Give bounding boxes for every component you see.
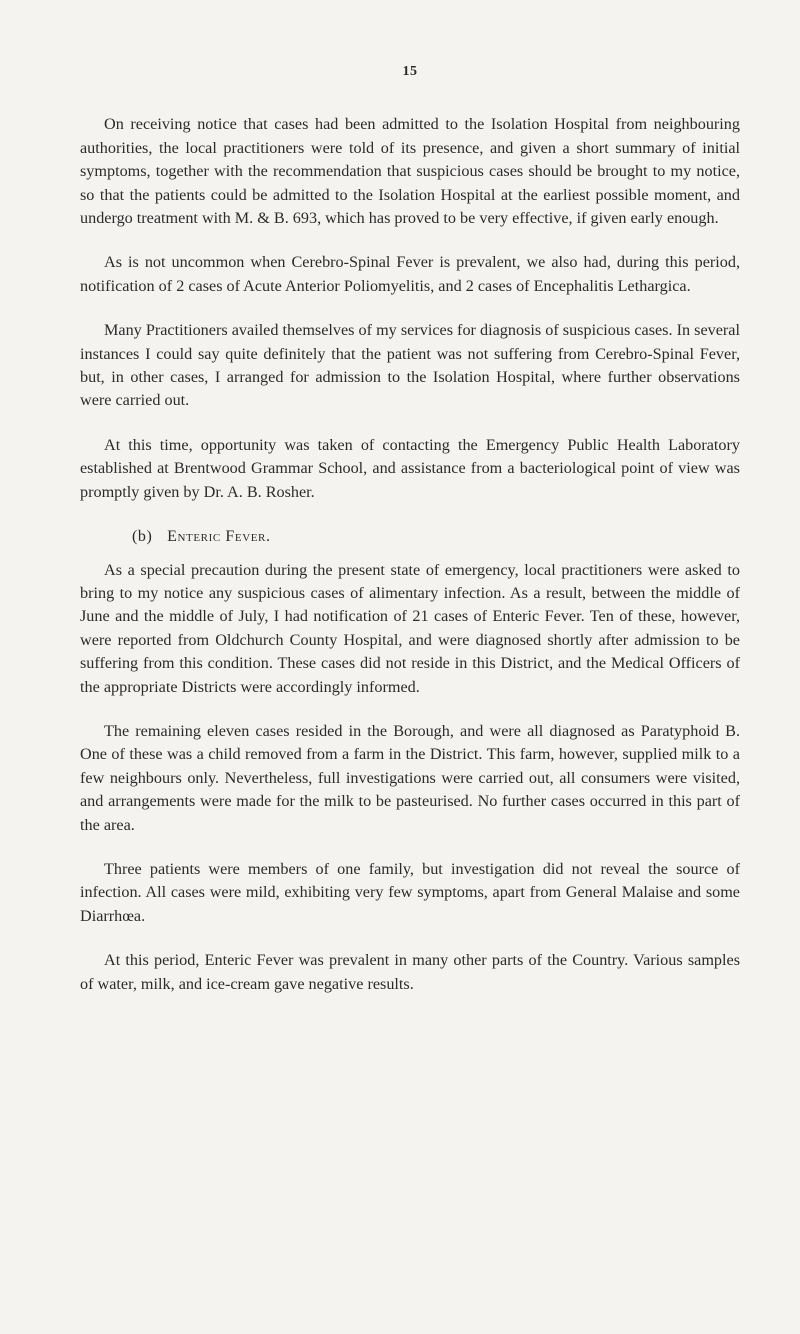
- paragraph-poliomyelitis-encephalitis: As is not uncommon when Cerebro-Spinal Fever is prevalent, we also had, during this period, notification of 2 cases of Acute Anterior Poliomyelitis, and 2 cases of Encephalitis Lethargica.: [80, 253, 740, 295]
- section-heading-title: Enteric Fever.: [167, 528, 271, 546]
- paragraph-samples-negative: At this period, Enteric Fever was prevalent in many other parts of the Country. Various samples of water, milk, and ice-cream gave negative results.: [80, 951, 740, 993]
- paragraph-family-cases: Three patients were members of one family, but investigation did not reveal the source of infection. All cases were mild, exhibiting very few symptoms, apart from General Malaise and some Diarrhœa.: [80, 859, 740, 925]
- paragraph-practitioners-diagnosis: Many Practitioners availed themselves of my services for diagnosis of suspicious cases. In several instances I could say quite definitely that the patient was not suffering from Cerebro-Spinal Fever, but, in other cases, I arranged for admission to the Isolation Hospital, where further observations were carried out.: [80, 321, 740, 410]
- paragraph-paratyphoid-cases: The remaining eleven cases resided in the Borough, and were all diagnosed as Paratyphoid B. One of these was a child removed from a farm in the District. This farm, however, supplied milk to a few neighbours only. Nevertheless, full investigations were carried out, all consumers were visited, and arrangements were made for the milk to be pasteurised. No further cases occurred in this part of the area.: [80, 721, 740, 834]
- document-page: [80, 60, 740, 1017]
- section-heading-enteric-fever: [80, 525, 740, 548]
- page-number: 15: [402, 64, 418, 79]
- section-heading-label: (b): [132, 528, 153, 546]
- paragraph-enteric-precaution: As a special precaution during the present state of emergency, local practitioners were asked to bring to my notice any suspicious cases of alimentary infection. As a result, between the middle of June and the middle of July, I had notification of 21 cases of Enteric Fever. Ten of these, however, were reported from Oldchurch County Hospital, and were diagnosed shortly after admission to be suffering from this condition. These cases did not reside in this District, and the Medical Officers of the appropriate Districts were accordingly informed.: [80, 560, 740, 696]
- paragraph-public-health-laboratory: At this time, opportunity was taken of contacting the Emergency Public Health Laboratory established at Brentwood Grammar School, and assistance from a bacteriological point of view was promptly given by Dr. A. B. Rosher.: [80, 435, 740, 501]
- paragraph-isolation-hospital-notice: On receiving notice that cases had been admitted to the Isolation Hospital from neighbouring authorities, the local practitioners were told of its presence, and given a short summary of initial symptoms, together with the recommendation that suspicious cases should be brought to my notice, so that the patients could be admitted to the Isolation Hospital at the earliest possible moment, and undergo treatment with M. & B. 693, which has proved to be very effective, if given early enough.: [80, 115, 740, 228]
